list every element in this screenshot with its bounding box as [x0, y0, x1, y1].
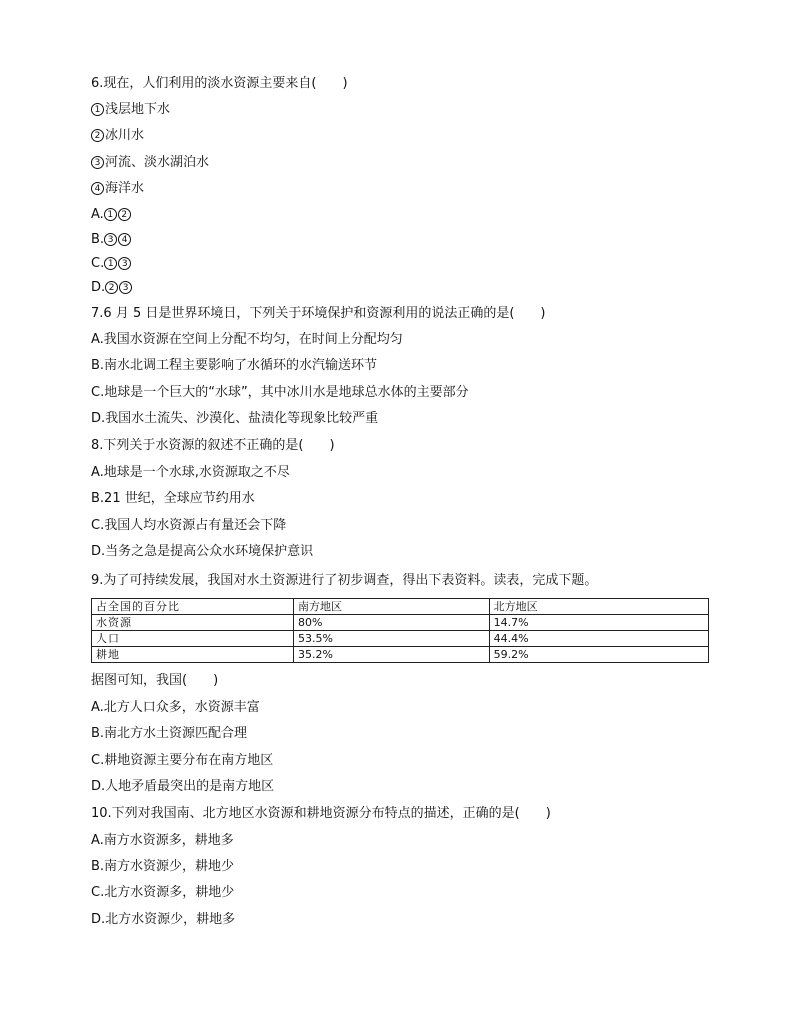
table-cell: 44.4%	[489, 631, 708, 647]
circled-number: 2	[91, 129, 104, 142]
q9-option-c: C.耕地资源主要分布在南方地区	[91, 753, 274, 768]
q10-option-a: A.南方水资源多，耕地多	[91, 833, 234, 848]
table-cell: 59.2%	[489, 647, 708, 663]
table-row	[92, 647, 709, 663]
q10-option-c: C.北方水资源多，耕地少	[91, 885, 235, 900]
q9-sub-stem: 据图可知，我国( )	[91, 673, 219, 688]
q8-option-b: B.21 世纪，全球应节约用水	[91, 491, 255, 506]
table-cell: 80%	[293, 615, 489, 631]
table-cell: 35.2%	[293, 647, 489, 663]
q6-option-d	[91, 280, 133, 296]
q6-stem: 6.现在，人们利用的淡水资源主要来自( )	[91, 76, 348, 91]
resource-table	[91, 598, 709, 663]
q9-option-a: A.北方人口众多，水资源丰富	[91, 700, 260, 715]
circled-number: 3	[91, 156, 104, 169]
q8-option-c: C.我国人均水资源占有量还会下降	[91, 518, 287, 533]
circled-number: 3	[104, 233, 117, 246]
circled-number: 2	[105, 281, 118, 294]
q6-item-text: 冰川水	[105, 128, 145, 143]
table-cell: 水资源	[92, 615, 294, 631]
q8-stem: 8.下列关于水资源的叙述不正确的是( )	[91, 438, 335, 453]
q9-option-d: D.人地矛盾最突出的是南方地区	[91, 779, 275, 794]
q9-option-b: B.南北方水土资源匹配合理	[91, 726, 248, 741]
table-cell: 人口	[92, 631, 294, 647]
q6-option-c	[91, 256, 132, 272]
q6-option-a	[91, 207, 132, 223]
table-row	[92, 615, 709, 631]
table-header-cell: 南方地区	[293, 599, 489, 615]
q8-option-a: A.地球是一个水球,水资源取之不尽	[91, 465, 290, 480]
q10-stem: 10.下列对我国南、北方地区水资源和耕地资源分布特点的描述，正确的是( )	[91, 806, 551, 821]
circled-number: 1	[104, 208, 117, 221]
q6-item-text: 河流、淡水湖泊水	[105, 155, 210, 170]
q6-item-3	[91, 155, 209, 171]
q7-option-c: C.地球是一个巨大的“水球”，其中冰川水是地球总水体的主要部分	[91, 385, 469, 400]
table-cell: 53.5%	[293, 631, 489, 647]
q6-item-text: 浅层地下水	[105, 102, 171, 117]
q9-stem: 9.为了可持续发展，我国对水土资源进行了初步调查，得出下表资料。读表，完成下题。	[91, 573, 598, 588]
q10-option-b: B.南方水资源少，耕地少	[91, 859, 235, 874]
q6-item-4	[91, 181, 144, 197]
q7-option-d: D.我国水土流失、沙漠化、盐渍化等现象比较严重	[91, 411, 379, 426]
option-letter: C.	[91, 256, 105, 271]
q6-item-text: 海洋水	[105, 181, 145, 196]
circled-number: 4	[118, 233, 131, 246]
option-letter: B.	[91, 232, 105, 247]
circled-number: 1	[91, 103, 104, 116]
table-header-cell: 占全国的百分比	[92, 599, 294, 615]
option-letter: D.	[91, 280, 106, 295]
q7-stem: 7.6 月 5 日是世界环境日，下列关于环境保护和资源利用的说法正确的是( )	[91, 306, 546, 321]
q8-option-d: D.当务之急是提高公众水环境保护意识	[91, 544, 314, 559]
q7-option-a: A.我国水资源在空间上分配不均匀，在时间上分配均匀	[91, 332, 403, 347]
circled-number: 3	[118, 257, 131, 270]
q6-item-2	[91, 128, 144, 144]
q10-option-d: D.北方水资源少，耕地多	[91, 912, 236, 927]
q6-option-b	[91, 232, 132, 248]
circled-number: 1	[104, 257, 117, 270]
circled-number: 2	[118, 208, 131, 221]
circled-number: 4	[91, 182, 104, 195]
table-cell: 耕地	[92, 647, 294, 663]
table-header-row	[92, 599, 709, 615]
circled-number: 3	[119, 281, 132, 294]
table-row	[92, 631, 709, 647]
q6-item-1	[91, 102, 170, 118]
table-cell: 14.7%	[489, 615, 708, 631]
option-letter: A.	[91, 207, 104, 222]
table-header-cell: 北方地区	[489, 599, 708, 615]
q7-option-b: B.南水北调工程主要影响了水循环的水汽输送环节	[91, 358, 378, 373]
